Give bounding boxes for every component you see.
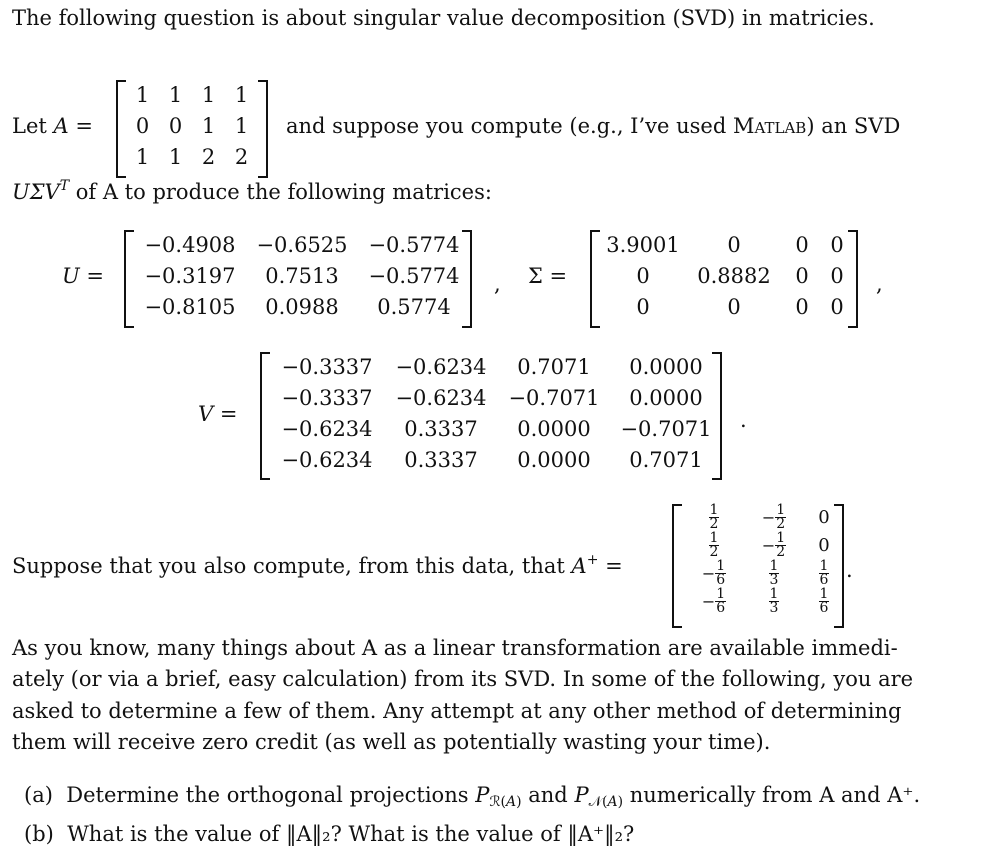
v-matrix-cell: −0.3337 xyxy=(281,386,373,410)
fraction-numerator: 1 xyxy=(776,529,786,546)
aplus-matrix-cell xyxy=(744,585,804,616)
fraction-denominator: 2 xyxy=(776,515,786,532)
u-matrix-cell: 0.0988 xyxy=(265,295,339,319)
fraction-numerator: 1 xyxy=(716,585,726,602)
fraction-numerator: 1 xyxy=(769,585,779,602)
fraction-numerator: 1 xyxy=(819,585,829,602)
a-matrix-cell: 2 xyxy=(234,145,249,169)
sigma-matrix-cell: 0 xyxy=(830,295,844,319)
aplus-matrix-cell: 0 xyxy=(818,506,830,528)
a-matrix-cell: 1 xyxy=(168,145,183,169)
aplus-text: Suppose that you also compute, from this data, that A+ = xyxy=(12,552,623,578)
paragraph-line-4: them will receive zero credit (as well as potentially wasting your time). xyxy=(12,730,771,754)
v-matrix-cell: 0.0000 xyxy=(629,386,703,410)
sigma-label: Σ = xyxy=(528,264,568,288)
fraction-denominator: 2 xyxy=(709,543,719,560)
sigma-matrix-right-bracket xyxy=(848,230,858,328)
sigma-matrix-cell: 0 xyxy=(795,295,809,319)
u-label: U = xyxy=(62,264,104,288)
fraction xyxy=(709,529,720,560)
a-matrix-cell: 1 xyxy=(168,83,183,107)
u-matrix-left-bracket xyxy=(124,230,134,328)
fraction xyxy=(715,557,726,588)
a-matrix-cell: 1 xyxy=(234,83,249,107)
sigma-matrix-cell: 0 xyxy=(727,233,741,257)
v-label: V = xyxy=(198,402,238,426)
fraction-numerator: 1 xyxy=(769,557,779,574)
v-matrix-cell: −0.3337 xyxy=(281,355,373,379)
fraction xyxy=(819,557,830,588)
v-matrix-cell: 0.7071 xyxy=(517,355,591,379)
fraction-denominator: 6 xyxy=(819,599,829,616)
aplus-matrix-cell xyxy=(744,501,804,532)
aplus-matrix-cell xyxy=(684,529,744,560)
u-matrix-cell: −0.5774 xyxy=(368,264,460,288)
a-matrix-left-bracket xyxy=(116,80,126,178)
minus-sign: − xyxy=(761,535,776,555)
comma-1: , xyxy=(494,272,501,296)
v-matrix-cell: −0.6234 xyxy=(395,386,487,410)
sigma-matrix-cell: 0 xyxy=(830,233,844,257)
fraction-numerator: 1 xyxy=(776,501,786,518)
aplus-matrix-left-bracket xyxy=(672,504,682,628)
v-matrix-cell: −0.7071 xyxy=(620,417,712,441)
u-matrix-cell: −0.4908 xyxy=(144,233,236,257)
fraction-numerator: 1 xyxy=(819,557,829,574)
sigma-matrix xyxy=(600,230,852,323)
sigma-matrix-cell: 0 xyxy=(636,264,650,288)
a-matrix-cell: 1 xyxy=(135,145,150,169)
sigma-matrix-cell: 0 xyxy=(727,295,741,319)
aplus-matrix-cell xyxy=(684,501,744,532)
fraction-denominator: 6 xyxy=(819,571,829,588)
v-matrix-cell: 0.0000 xyxy=(629,355,703,379)
fraction-denominator: 3 xyxy=(769,599,779,616)
fraction-denominator: 3 xyxy=(769,571,779,588)
fraction xyxy=(775,501,786,532)
sigma-matrix-cell: 0 xyxy=(795,264,809,288)
usv-text: $U\Sigma V^T$ of A to produce the following matrices: xyxy=(12,178,492,204)
v-matrix-right-bracket xyxy=(712,352,722,480)
a-matrix-cell: 0 xyxy=(168,114,183,138)
aplus-matrix-cell xyxy=(744,557,804,588)
sigma-matrix-cell: 3.9001 xyxy=(606,233,680,257)
v-matrix-cell: 0.3337 xyxy=(404,417,478,441)
minus-sign: − xyxy=(761,507,776,527)
v-matrix-cell: −0.7071 xyxy=(508,386,600,410)
comma-2: , xyxy=(876,272,883,296)
v-matrix-cell: 0.3337 xyxy=(404,448,478,472)
fraction xyxy=(709,501,720,532)
sigma-matrix-cell: 0 xyxy=(636,295,650,319)
aplus-matrix xyxy=(684,501,844,616)
a-matrix-cell: 0 xyxy=(135,114,150,138)
v-matrix-cell: −0.6234 xyxy=(281,448,373,472)
fraction xyxy=(715,585,726,616)
u-matrix-cell: 0.5774 xyxy=(377,295,451,319)
fraction-numerator: 1 xyxy=(709,529,719,546)
period-1: . xyxy=(740,408,747,432)
paragraph-line-1: As you know, many things about A as a linear transformation are available immedi- xyxy=(12,636,898,660)
v-matrix-cell: −0.6234 xyxy=(281,417,373,441)
let-label: Let A = xyxy=(12,114,93,138)
question-a: (a) Determine the orthogonal projections $P_{ℛ(A)}$ and $P_{𝒩(A)}$ numerically from A and A⁺. xyxy=(24,783,921,810)
aplus-matrix-cell xyxy=(684,585,744,616)
a-matrix-right-bracket xyxy=(258,80,268,178)
aplus-matrix-cell: 0 xyxy=(818,534,830,556)
v-matrix-left-bracket xyxy=(260,352,270,480)
aplus-matrix-cell xyxy=(744,529,804,560)
fraction-denominator: 6 xyxy=(716,571,726,588)
u-matrix-cell: −0.6525 xyxy=(256,233,348,257)
fraction-denominator: 2 xyxy=(776,543,786,560)
v-matrix-cell: 0.0000 xyxy=(517,448,591,472)
suppose-text: and suppose you compute (e.g., I’ve used Matlab) an SVD xyxy=(286,114,901,138)
aplus-matrix-right-bracket xyxy=(834,504,844,628)
fraction-denominator: 6 xyxy=(716,599,726,616)
paragraph-line-3: asked to determine a few of them. Any attempt at any other method of determining xyxy=(12,699,902,723)
v-matrix-cell: −0.6234 xyxy=(395,355,487,379)
sigma-matrix-cell: 0.8882 xyxy=(697,264,771,288)
u-matrix xyxy=(134,230,470,323)
fraction-denominator: 2 xyxy=(709,515,719,532)
question-b: (b) What is the value of ‖A‖₂? What is the value of ‖A⁺‖₂? xyxy=(24,822,635,846)
intro-text: The following question is about singular value decomposition (SVD) in matricies. xyxy=(12,6,875,30)
u-matrix-cell: −0.5774 xyxy=(368,233,460,257)
paragraph-line-2: ately (or via a brief, easy calculation) from its SVD. In some of the following, you are xyxy=(12,667,914,691)
u-matrix-cell: 0.7513 xyxy=(265,264,339,288)
period-2: . xyxy=(846,558,853,582)
a-matrix-cell: 2 xyxy=(201,145,216,169)
a-matrix-cell: 1 xyxy=(135,83,150,107)
sigma-matrix-cell: 0 xyxy=(830,264,844,288)
u-matrix-cell: −0.8105 xyxy=(144,295,236,319)
fraction xyxy=(819,585,830,616)
fraction-numerator: 1 xyxy=(709,501,719,518)
sigma-matrix-cell: 0 xyxy=(795,233,809,257)
sigma-matrix-left-bracket xyxy=(590,230,600,328)
v-matrix-cell: 0.7071 xyxy=(629,448,703,472)
v-matrix xyxy=(270,352,722,476)
fraction xyxy=(775,529,786,560)
minus-sign: − xyxy=(701,563,716,583)
u-matrix-cell: −0.3197 xyxy=(144,264,236,288)
v-matrix-cell: 0.0000 xyxy=(517,417,591,441)
fraction-numerator: 1 xyxy=(716,557,726,574)
u-matrix-right-bracket xyxy=(462,230,472,328)
a-matrix xyxy=(126,80,258,173)
a-matrix-cell: 1 xyxy=(201,114,216,138)
fraction xyxy=(769,557,780,588)
a-matrix-cell: 1 xyxy=(201,83,216,107)
minus-sign: − xyxy=(701,591,716,611)
aplus-matrix-cell xyxy=(684,557,744,588)
a-matrix-cell: 1 xyxy=(234,114,249,138)
fraction xyxy=(769,585,780,616)
